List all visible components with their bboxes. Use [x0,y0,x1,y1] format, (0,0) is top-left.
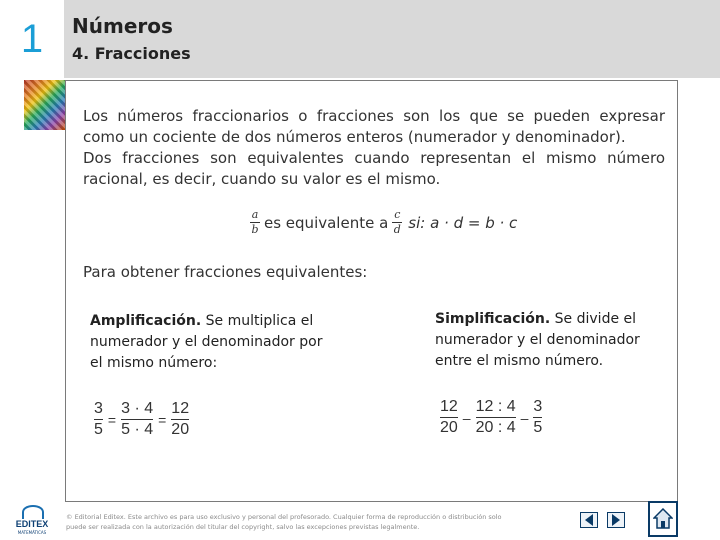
intro-paragraph-2: Dos fracciones son equivalentes cuando representan el mismo número racional, es decir, cuando su valor es el mismo. [83,149,665,188]
fraction: 3 · 4 5 · 4 [121,400,154,438]
amplification-example [92,400,191,439]
fraction-a-b [250,209,260,236]
intro-text [83,106,665,190]
next-button[interactable] [607,512,625,528]
logo-text: EDITEX [15,519,49,529]
simplification-term: Simplificación. [435,311,551,327]
amplification-term: Amplificación. [90,313,202,329]
equivalence-formula [248,209,517,236]
equivalence-condition: si: a · d = b · c [408,213,518,232]
copyright-notice: © Editorial Editex. Este archivo es para uso exclusivo y personal del profesorado. Cualquier forma de reproducción o distribución solo puede ser realizada con la autorización del titular del copyright, salvo las excepciones previstas legalmente. [66,513,502,531]
dash-sign: – [462,409,471,426]
equals-sign: = [107,411,117,428]
fraction: 12 20 [171,400,190,438]
intro-paragraph-1: Los números fraccionarios o fracciones son los que se pueden expresar como un cociente de dos números enteros (numerador y denominador). [83,107,665,146]
denominator: d [393,223,401,236]
fraction: 12 20 [440,398,458,436]
obtain-title: Para obtener fracciones equivalentes: [83,263,368,281]
dash-sign: – [520,409,529,426]
header-bar [0,0,720,78]
editex-logo [12,505,52,537]
simplification-text [435,309,675,372]
section-subtitle: 4. Fracciones [72,44,191,63]
arrow-right-icon [612,514,620,526]
amplification-description: Se multiplica el numerador y el denominador por el mismo número: [90,313,323,371]
fraction: 3 5 [94,400,103,438]
equivalence-text: es equivalente a [264,213,389,232]
fraction: 12 : 4 20 : 4 [475,398,516,436]
equals-sign: = [158,411,167,428]
fraction: 3 5 [533,398,543,436]
numerator: a [251,208,259,221]
decorative-image [24,80,65,130]
logo-subtext: MATEMÁTICAS [17,530,47,535]
numerator: c [394,208,401,221]
home-icon [653,508,673,530]
fraction-c-d [392,209,402,236]
arrow-left-icon [585,514,593,526]
amplification-text [90,311,330,374]
chapter-number: 1 [0,0,64,78]
logo-mark-icon [22,505,44,519]
page-title: Números [72,14,173,38]
prev-button[interactable] [580,512,598,528]
simplification-description: Se divide el numerador y el denominador entre el mismo número. [435,311,640,369]
simplification-example [438,398,544,437]
home-button[interactable] [648,501,678,537]
denominator: b [251,223,259,236]
